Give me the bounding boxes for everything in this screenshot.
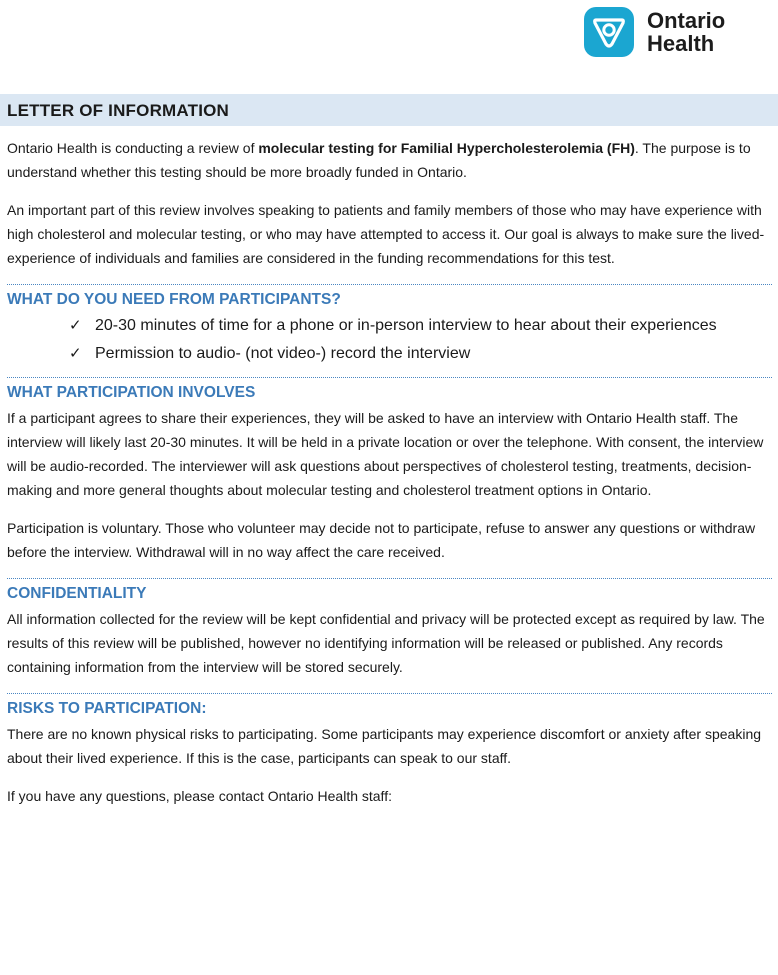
section-heading-risks: RISKS TO PARTICIPATION:	[7, 693, 772, 722]
involves-paragraph-2: Participation is voluntary. Those who volunteer may decide not to participate, refuse to answer any questions or withdraw before the interview. Withdrawal will in no way affect the care received.	[7, 520, 756, 560]
logo-line-1: Ontario	[647, 8, 726, 33]
intro-text-end: . The purpose is to understand whether this testing should be more broadly funded in Ontario.	[7, 140, 751, 180]
title-band	[0, 94, 778, 126]
section-heading-needs: WHAT DO YOU NEED FROM PARTICIPANTS?	[7, 284, 772, 313]
letter-body	[7, 136, 772, 822]
ontario-health-logo	[584, 7, 725, 57]
intro-text-start: Ontario Health is conducting a review of	[7, 140, 259, 156]
section-heading-involves: WHAT PARTICIPATION INVOLVES	[7, 377, 772, 406]
risks-paragraph: There are no known physical risks to participating. Some participants may experience discomfort or anxiety after speaking about their lived experience. If this is the case, participants can speak to our staff.	[7, 726, 762, 766]
checklist-item-text: Permission to audio- (not video-) record the interview	[95, 345, 471, 362]
contact-paragraph: If you have any questions, please contact Ontario Health staff:	[7, 788, 392, 804]
confidentiality-paragraph: All information collected for the review will be kept confidential and privacy will be protected except as required by law. The results of this review will be published, however no identifying information will be released or published. Any records containing information from the interview will be stored securely.	[7, 611, 765, 675]
checkmark-icon: ✓	[69, 345, 82, 362]
checklist-item-text: 20-30 minutes of time for a phone or in-person interview to hear about their experiences	[95, 317, 717, 334]
logo-wordmark	[647, 9, 725, 55]
logo-line-2: Health	[647, 31, 715, 56]
checkmark-icon: ✓	[69, 317, 82, 334]
checklist-item	[69, 341, 772, 367]
involves-paragraph-1: If a participant agrees to share their experiences, they will be asked to have an interview with Ontario Health staff. The interview will likely last 20-30 minutes. It will be held in a private location or over the telephone. With consent, the interview will be audio-recorded. The interviewer will ask questions about perspectives of cholesterol testing, treatments, decision-making and more general thoughts about molecular testing and cholesterol treatment options in Ontario.	[7, 410, 764, 498]
checklist-item	[69, 313, 772, 339]
intro-bold-topic: molecular testing for Familial Hypercholesterolemia (FH)	[258, 140, 635, 156]
intro-paragraph-2: An important part of this review involves speaking to patients and family members of those who may have experience with high cholesterol and molecular testing, or who may have attempted to access it. Our goal is always to make sure the lived-experience of individuals and families are considered in the funding recommendations for this test.	[7, 202, 765, 266]
intro-paragraph-1	[7, 136, 772, 184]
needs-checklist	[7, 313, 772, 367]
section-heading-confidentiality: CONFIDENTIALITY	[7, 578, 772, 607]
page-title: LETTER OF INFORMATION	[7, 101, 230, 120]
trillium-logo-icon	[584, 7, 634, 57]
